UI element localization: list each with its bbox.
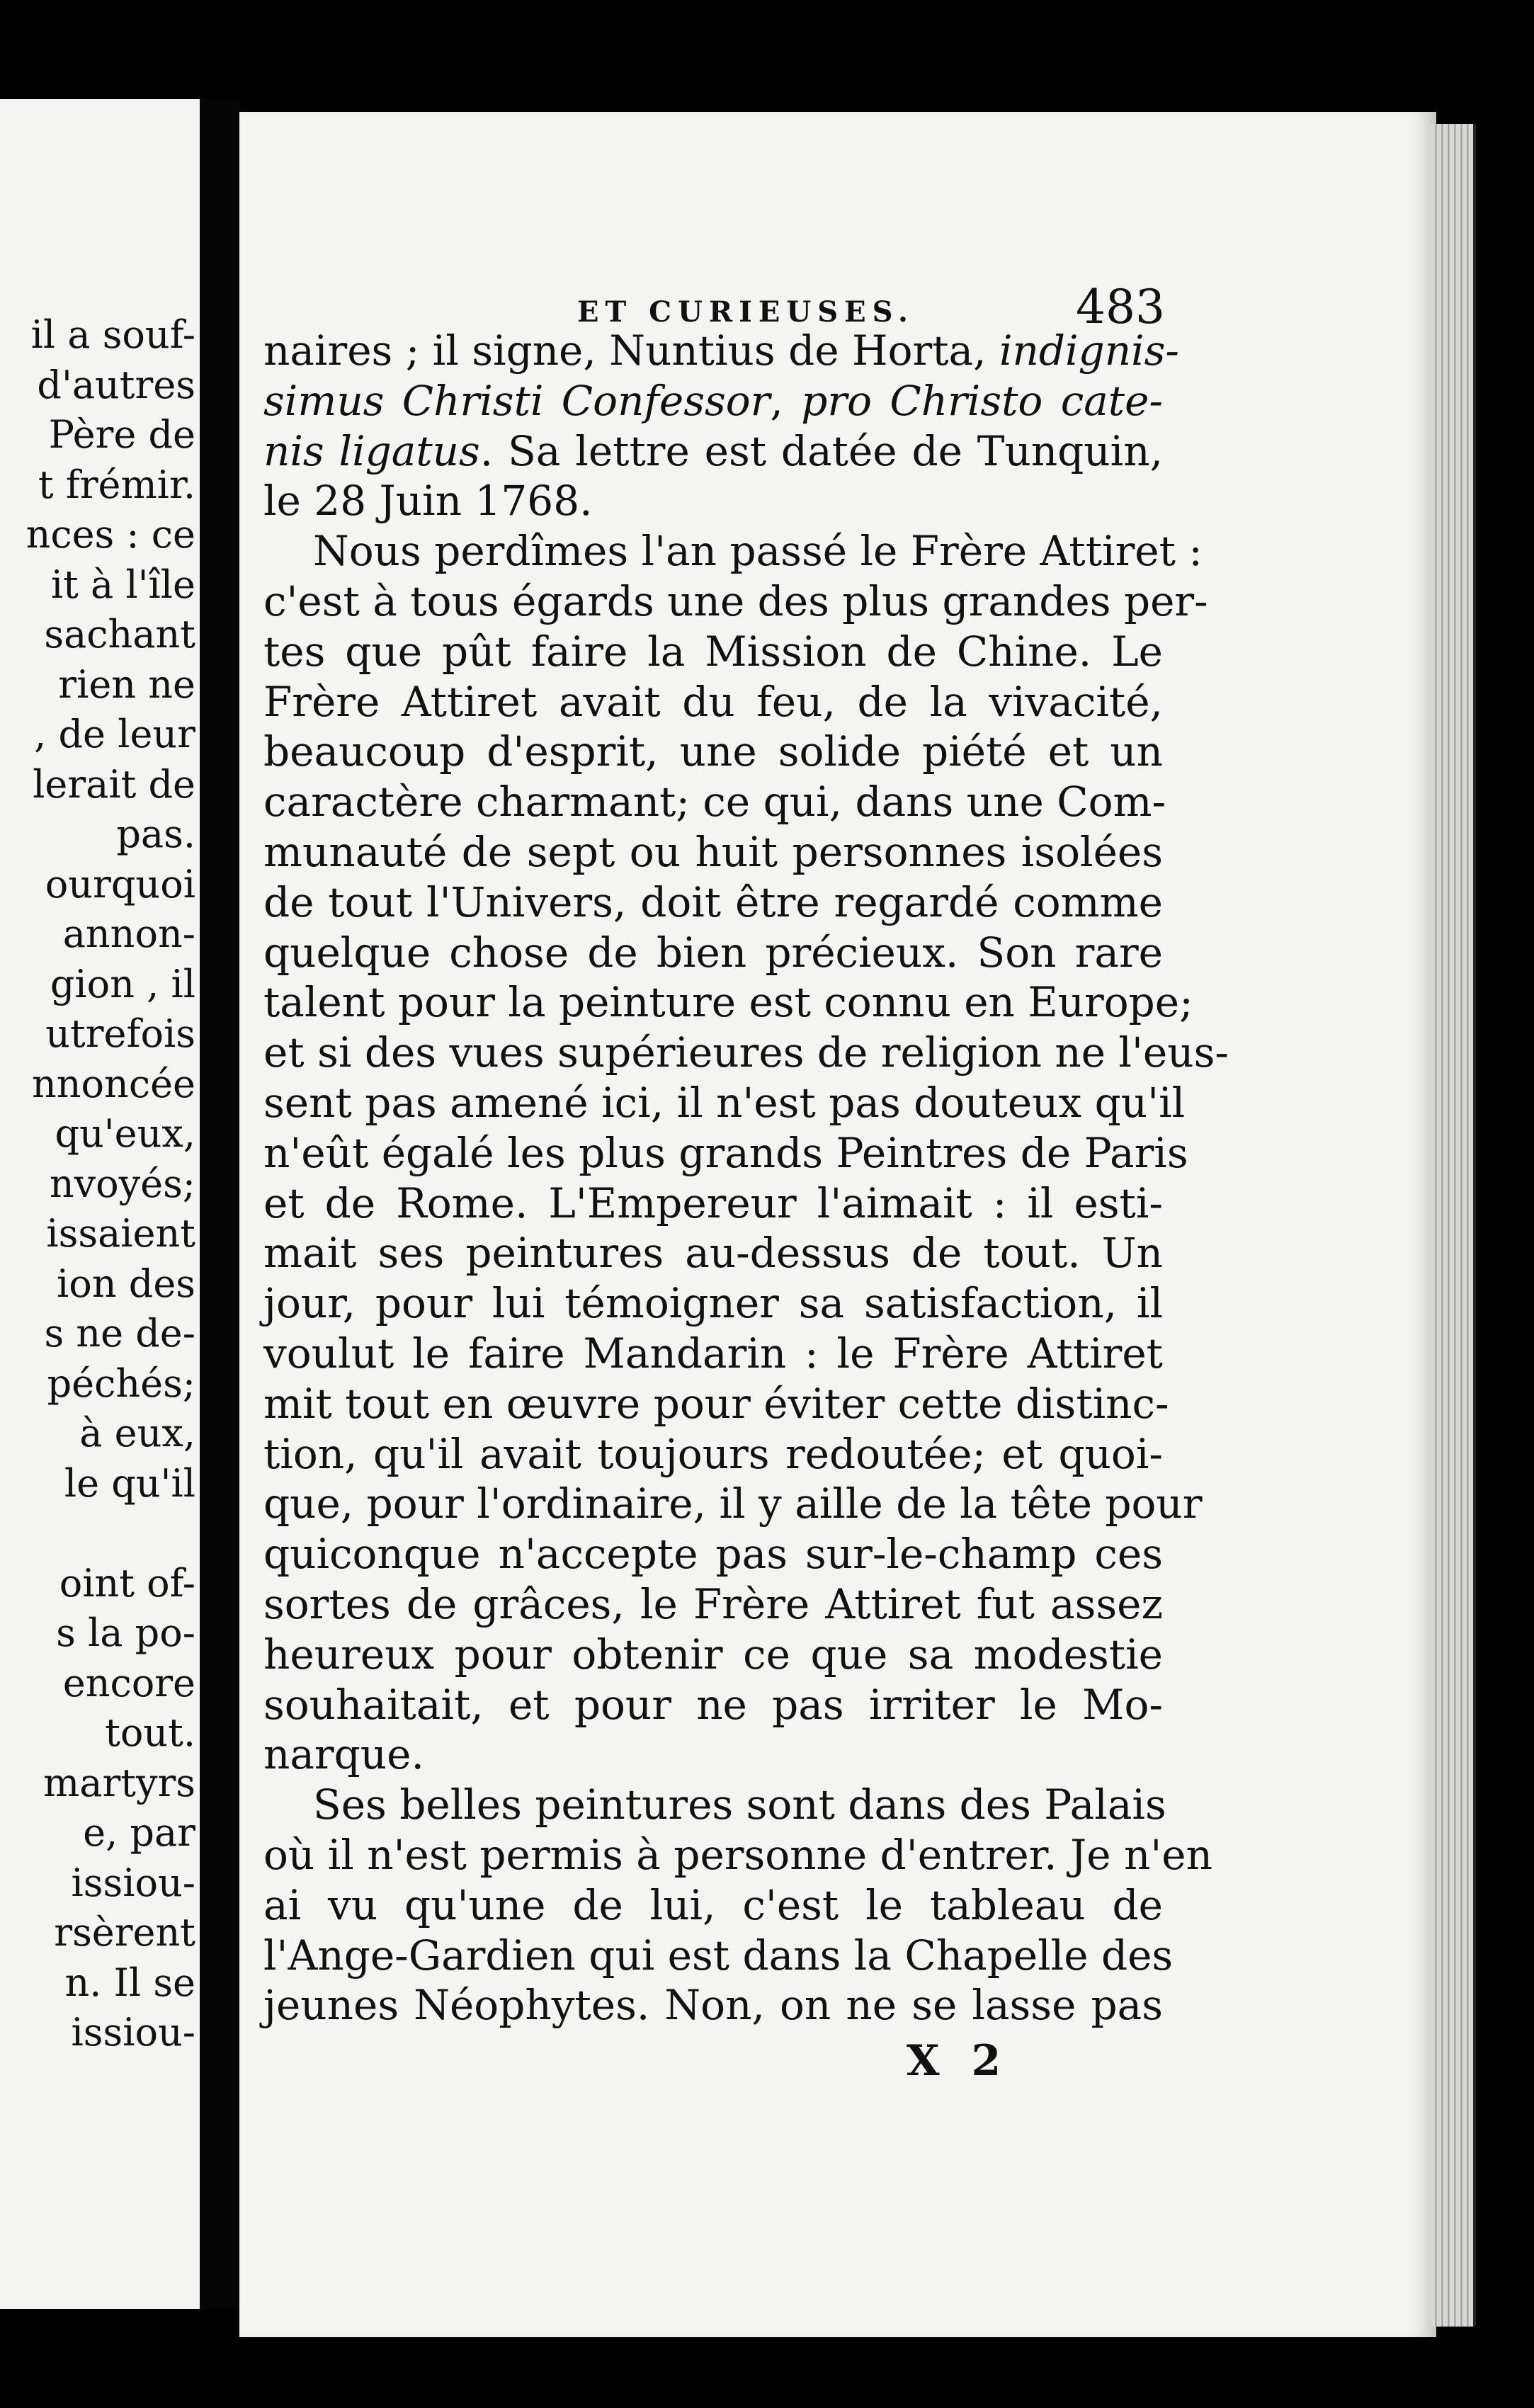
text-segment: Nous perdîmes l'an passé le Frère Attiret :: [313, 527, 1203, 576]
left-page-line: e, par: [83, 1810, 195, 1855]
text-line: [263, 376, 1163, 426]
left-page-line: pas.: [116, 812, 195, 856]
text-line: [263, 1980, 1163, 2031]
left-page-line: nces : ce: [25, 512, 195, 557]
left-page-line: d'autres: [37, 362, 195, 407]
left-page-line: ourquoi: [45, 861, 195, 907]
text-line: [263, 1078, 1186, 1128]
left-page-line: oint of-: [59, 1560, 195, 1606]
text-line: [263, 1329, 1163, 1379]
left-page-line: , de leur: [34, 712, 195, 756]
page-number: 483: [1076, 280, 1165, 334]
text-segment: que, pour l'ordinaire, il y aille de la tête pour: [263, 1480, 1203, 1528]
left-page-line: sachant: [44, 612, 195, 657]
text-segment: caractère charmant; ce qui, dans une Com-: [263, 778, 1166, 827]
text-segment: et de Rome. L'Empereur l'aimait : il esti-: [263, 1179, 1163, 1227]
page-edges: [1431, 124, 1476, 2327]
left-page-line: ion des: [57, 1261, 195, 1306]
left-page-line: t frémir.: [38, 462, 195, 507]
text-line: [263, 1128, 1188, 1179]
left-page-line: tout.: [105, 1710, 195, 1755]
left-page-line: n. Il se: [64, 1960, 195, 2005]
text-segment: naires ; il signe, Nuntius de Horta,: [263, 326, 999, 375]
left-page-line: encore: [62, 1660, 195, 1705]
text-line: [263, 1880, 1163, 1931]
text-segment: tes que pût faire la Mission de Chine. Le: [263, 627, 1163, 676]
text-line: [263, 977, 1193, 1028]
left-page-line: rsèrent: [54, 1910, 195, 1955]
text-segment: de tout l'Univers, doit être regardé comme: [263, 878, 1163, 926]
italic-text: indignis-: [999, 326, 1179, 375]
left-page-line: s la po-: [56, 1611, 195, 1655]
text-segment: et si des vues supérieures de religion ne l'eus-: [263, 1028, 1229, 1077]
italic-text: nis ligatus: [263, 426, 480, 475]
left-page-line: issiou-: [71, 2010, 195, 2055]
text-line: [263, 1529, 1163, 1579]
left-page-line: nvoyés;: [49, 1161, 195, 1206]
left-page-line: lerait de: [33, 761, 195, 807]
left-page-line: nnoncée: [31, 1061, 195, 1106]
left-page-line: gion , il: [50, 961, 195, 1006]
left-page-line: martyrs: [43, 1760, 195, 1805]
left-page-line: le qu'il: [64, 1460, 195, 1506]
text-line: [263, 777, 1166, 827]
text-segment: ai vu qu'une de lui, c'est le tableau de: [263, 1880, 1163, 1929]
text-line: [263, 426, 1163, 477]
text-line: [263, 627, 1163, 677]
text-line: [263, 1730, 1163, 1780]
book-gutter: [200, 99, 239, 2309]
italic-text: pro Christo cate-: [801, 376, 1164, 425]
text-segment: narque.: [263, 1730, 424, 1779]
left-page-line: Père de: [48, 412, 195, 457]
text-line: [263, 727, 1163, 777]
text-line: [263, 878, 1163, 928]
text-segment: le 28 Juin 1768.: [263, 477, 593, 526]
left-page: [0, 99, 200, 2309]
left-page-line: à eux,: [79, 1411, 195, 1455]
text-line: [263, 1228, 1163, 1278]
text-segment: talent pour la peinture est connu en Europe;: [263, 978, 1193, 1027]
text-segment: où il n'est permis à personne d'entrer. Je n'en: [263, 1830, 1212, 1879]
text-line: [263, 526, 1203, 577]
italic-text: simus Christi Confessor: [263, 376, 771, 425]
text-line: [263, 827, 1163, 878]
text-segment: Ses belles peintures sont dans des Palais: [313, 1781, 1166, 1829]
left-page-text: [26, 310, 195, 2058]
text-segment: voulut le faire Mandarin : le Frère Attiret: [263, 1329, 1163, 1378]
text-segment: jour, pour lui témoigner sa satisfaction, il: [263, 1279, 1163, 1328]
text-segment: mait ses peintures au-dessus de tout. Un: [263, 1229, 1163, 1278]
text-segment: souhaitait, et pour ne pas irriter le Mo-: [263, 1680, 1163, 1729]
left-page-line: issaient: [46, 1211, 195, 1256]
left-page-line: issiou-: [71, 1860, 195, 1905]
text-segment: jeunes Néophytes. Non, on ne se lasse pas: [263, 1981, 1163, 2030]
text-line: [263, 1278, 1163, 1329]
running-title: ET CURIEUSES.: [577, 295, 914, 329]
text-segment: sent pas amené ici, il n'est pas douteux qu'il: [263, 1078, 1186, 1127]
text-segment: n'eût égalé les plus grands Peintres de Paris: [263, 1128, 1188, 1177]
text-segment: heureux pour obtenir ce que sa modestie: [263, 1630, 1163, 1679]
text-segment: sortes de grâces, le Frère Attiret fut assez: [263, 1579, 1163, 1628]
text-line: [263, 326, 1179, 376]
text-line: [263, 1429, 1163, 1480]
text-segment: . Sa lettre est datée de Tunquin,: [479, 426, 1164, 475]
left-page-line: rien ne: [58, 661, 195, 707]
body-text: [263, 326, 1229, 2031]
left-page-line: [26, 1509, 195, 1559]
text-line: [263, 1028, 1229, 1078]
text-segment: Frère Attiret avait du feu, de la vivacité,: [263, 677, 1163, 726]
text-segment: quelque chose de bien précieux. Son rare: [263, 928, 1163, 977]
text-line: [263, 1680, 1163, 1730]
text-segment: mit tout en œuvre pour éviter cette distinc-: [263, 1379, 1169, 1428]
left-page-line: s ne de-: [44, 1311, 195, 1356]
text-line: [263, 1579, 1163, 1630]
left-page-line: utrefois: [45, 1011, 195, 1056]
text-line: [263, 1630, 1163, 1680]
text-segment: c'est à tous égards une des plus grandes per-: [263, 577, 1208, 625]
text-line: [263, 1780, 1166, 1830]
text-segment: ,: [770, 376, 802, 425]
text-line: [263, 1479, 1203, 1529]
text-line: [263, 928, 1163, 978]
signature-mark: X 2: [907, 2036, 1010, 2086]
text-line: [263, 577, 1208, 627]
text-line: [263, 1931, 1174, 1981]
left-page-line: it à l'île: [50, 562, 195, 607]
text-segment: quiconque n'accepte pas sur-le-champ ces: [263, 1530, 1163, 1579]
text-segment: beaucoup d'esprit, une solide piété et un: [263, 727, 1163, 776]
text-line: [263, 476, 1163, 526]
left-page-line: péchés;: [47, 1361, 195, 1406]
text-line: [263, 1379, 1169, 1429]
text-line: [263, 1830, 1212, 1880]
text-segment: tion, qu'il avait toujours redoutée; et quoi-: [263, 1429, 1163, 1478]
text-line: [263, 677, 1163, 727]
text-segment: munauté de sept ou huit personnes isolées: [263, 827, 1163, 876]
text-segment: l'Ange-Gardien qui est dans la Chapelle des: [263, 1931, 1174, 1980]
left-page-line: annon-: [62, 911, 195, 956]
left-page-line: qu'eux,: [55, 1111, 195, 1156]
left-page-line: il a souf-: [30, 312, 195, 357]
text-line: [263, 1179, 1163, 1229]
